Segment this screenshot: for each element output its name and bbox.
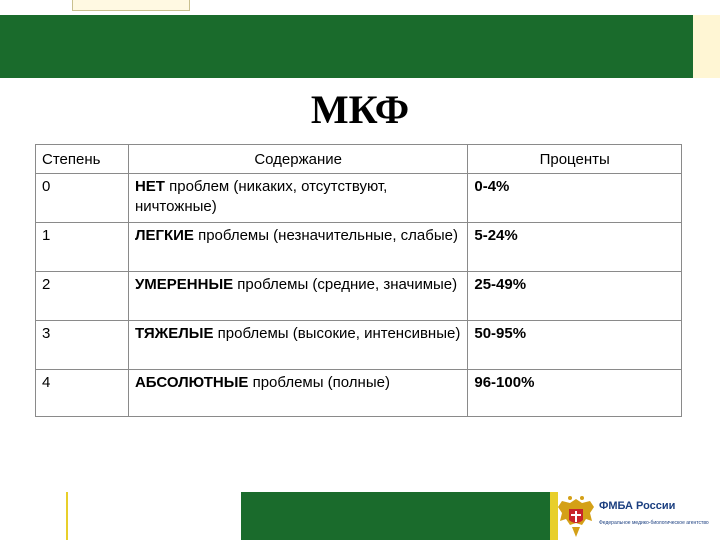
logo-title: ФМБА России: [599, 500, 676, 512]
percent-value: 96-100%: [474, 374, 535, 391]
top-decorative-tab: [72, 0, 190, 11]
cell-degree: 1: [36, 223, 129, 272]
content-text: проблемы (полные): [248, 374, 390, 391]
cell-percent: [468, 272, 682, 321]
percent-value: 0-4%: [474, 178, 510, 195]
table-header-row: [36, 145, 682, 174]
header-content: Содержание: [128, 145, 467, 174]
table-row: [36, 174, 682, 223]
cell-percent: [468, 321, 682, 370]
cell-content: [128, 223, 467, 272]
icf-table: [35, 144, 682, 417]
cell-content: [128, 370, 467, 417]
header-degree: Степень: [36, 145, 129, 174]
cell-degree: 4: [36, 370, 129, 417]
content-keyword: АБСОЛЮТНЫЕ: [134, 374, 249, 391]
content-text: проблемы (высокие, интенсивные): [213, 325, 461, 342]
footer-yellow-line: [66, 492, 68, 540]
content-text: проблем (никаких, отсутствуют, ничтожные): [134, 178, 388, 215]
cell-percent: [468, 370, 682, 417]
cell-degree: 2: [36, 272, 129, 321]
cell-degree: 0: [36, 174, 129, 223]
percent-value: 5-24%: [474, 227, 518, 244]
content-keyword: ТЯЖЕЛЫЕ: [134, 325, 214, 342]
percent-value: 25-49%: [474, 276, 527, 293]
footer-green-bar: [241, 492, 550, 540]
slide-title: МКФ: [310, 87, 410, 132]
content-keyword: УМЕРЕННЫЕ: [134, 276, 234, 293]
cell-content: [128, 174, 467, 223]
table-row: [36, 223, 682, 272]
cell-percent: [468, 223, 682, 272]
percent-value: 50-95%: [474, 325, 527, 342]
content-text: проблемы (средние, значимые): [233, 276, 458, 293]
cell-content: [128, 321, 467, 370]
content-text: проблемы (незначительные, слабые): [193, 227, 458, 244]
cell-content: [128, 272, 467, 321]
table-row: [36, 370, 682, 417]
content-keyword: ЛЕГКИЕ: [134, 227, 194, 244]
content-keyword: НЕТ: [134, 178, 165, 195]
logo-subtitle: Федеральное медико-биологическое агентство: [599, 520, 709, 526]
header-green-bar: [0, 15, 693, 78]
table-row: [36, 272, 682, 321]
cell-percent: [468, 174, 682, 223]
cell-degree: 3: [36, 321, 129, 370]
double-headed-eagle-emblem-icon: [556, 493, 596, 539]
header-percent: Проценты: [468, 145, 682, 174]
table-row: [36, 321, 682, 370]
header-edge-strip: [693, 15, 720, 78]
